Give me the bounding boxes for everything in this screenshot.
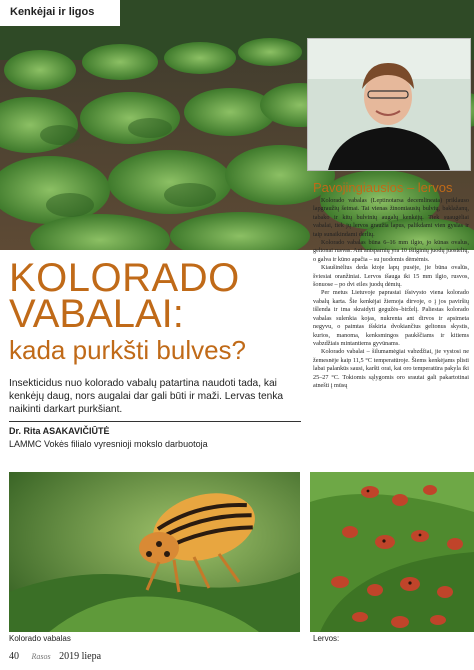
article-lead: Insekticidus nuo kolorado vabalų patartina naudoti tada, kai kenkėjų daug, nors augalai dar gali būti ir maži. Lervas tenka naikinti darkart purkšiant. [9, 378, 284, 415]
section-label: Kenkėjai ir ligos [0, 0, 120, 26]
sidebar-paragraph: Per metus Lietuvoje paprastai išsivysto viena kolorado vabalų karta. Šie kenkėjai žiemoja dirvoje, o į jos paviršių išlenda ir ima skraidyti gegužės–birželį. Paliestas kolorado vabalas sulenkia kojas, nukrenta ant dirvos ir apsimeta negyvu, o paimtas išskiria dvokiančius geltonus skystis, kurios, manoma, kenksmingos paukščiams ir kitiems vabzdžiais mintantiems gyvūnams. [313, 289, 469, 347]
author-portrait-photo [307, 38, 471, 171]
larvae-caption: Lervos: [313, 634, 340, 643]
larvae-photo [310, 472, 474, 632]
sidebar-heading: Pavojingiausios – lervos [313, 180, 453, 195]
beetle-photo [9, 472, 300, 632]
page-number: 40 [9, 651, 19, 662]
article-title-line2: VABALAI: [9, 292, 184, 336]
sidebar-paragraph: Kolorado vabalas (Leptinotarsa decemlineata) priklauso lapgraužių šeimai. Tai vienas žinomiausių bulvių, baklažanų, tabako ir kitų bulvinių augalų kenkėjų. Tiek suaugėliai vabalai, tiek jų lervos graužia lapus, palikdami vien gyslas ir taip sunaikindami derlių. [313, 197, 469, 238]
beetle-caption: Kolorado vabalas [9, 634, 71, 643]
author-role: LAMMC Vokės filialo vyresnioji mokslo darbuotoja [9, 439, 208, 449]
sidebar-paragraph: Kolorado vabalas būna 6–16 mm ilgio, jo kūnas ovalus, geltonai rusvas. Ant antsparnių yra 10 išilginių juodų juostelių, o galva ir kūno apačia – su juodomis dėmėmis. [313, 239, 469, 263]
issue-date: 2019 liepa [59, 651, 102, 662]
sidebar-paragraph: Kolorado vabalai – šilumamėgiai vabzdžiai, jie vystosi ne žemesnėje kaip 11,5 °C temperatūroje. Šiems kenkėjams plisti labai palankūs sausi, karšti orai, kai oro temperatūra pakyla iki 25–27 °C. Tokiomis sąlygomis oro srautai gali pakartotinai atnešti į mūsų [313, 348, 469, 389]
magazine-name: Rasos [31, 652, 51, 661]
article-title-line1: KOLORADO [9, 256, 240, 300]
article-subtitle: kada purkšti bulves? [9, 335, 247, 365]
sidebar-body [313, 197, 469, 390]
page-footer [9, 651, 101, 662]
author-name: Dr. Rita ASAKAVIČIŪTĖ [9, 426, 110, 436]
sidebar-paragraph: Kiaušinėlius deda ktoje lapų pusėje, jie būna ovalūs, šviesiai oranžiniai. Lervos išauga iki 15 mm ilgio, rusvos, šonuose – po dvi eiles juodų dėmių. [313, 264, 469, 289]
divider [9, 421, 301, 422]
